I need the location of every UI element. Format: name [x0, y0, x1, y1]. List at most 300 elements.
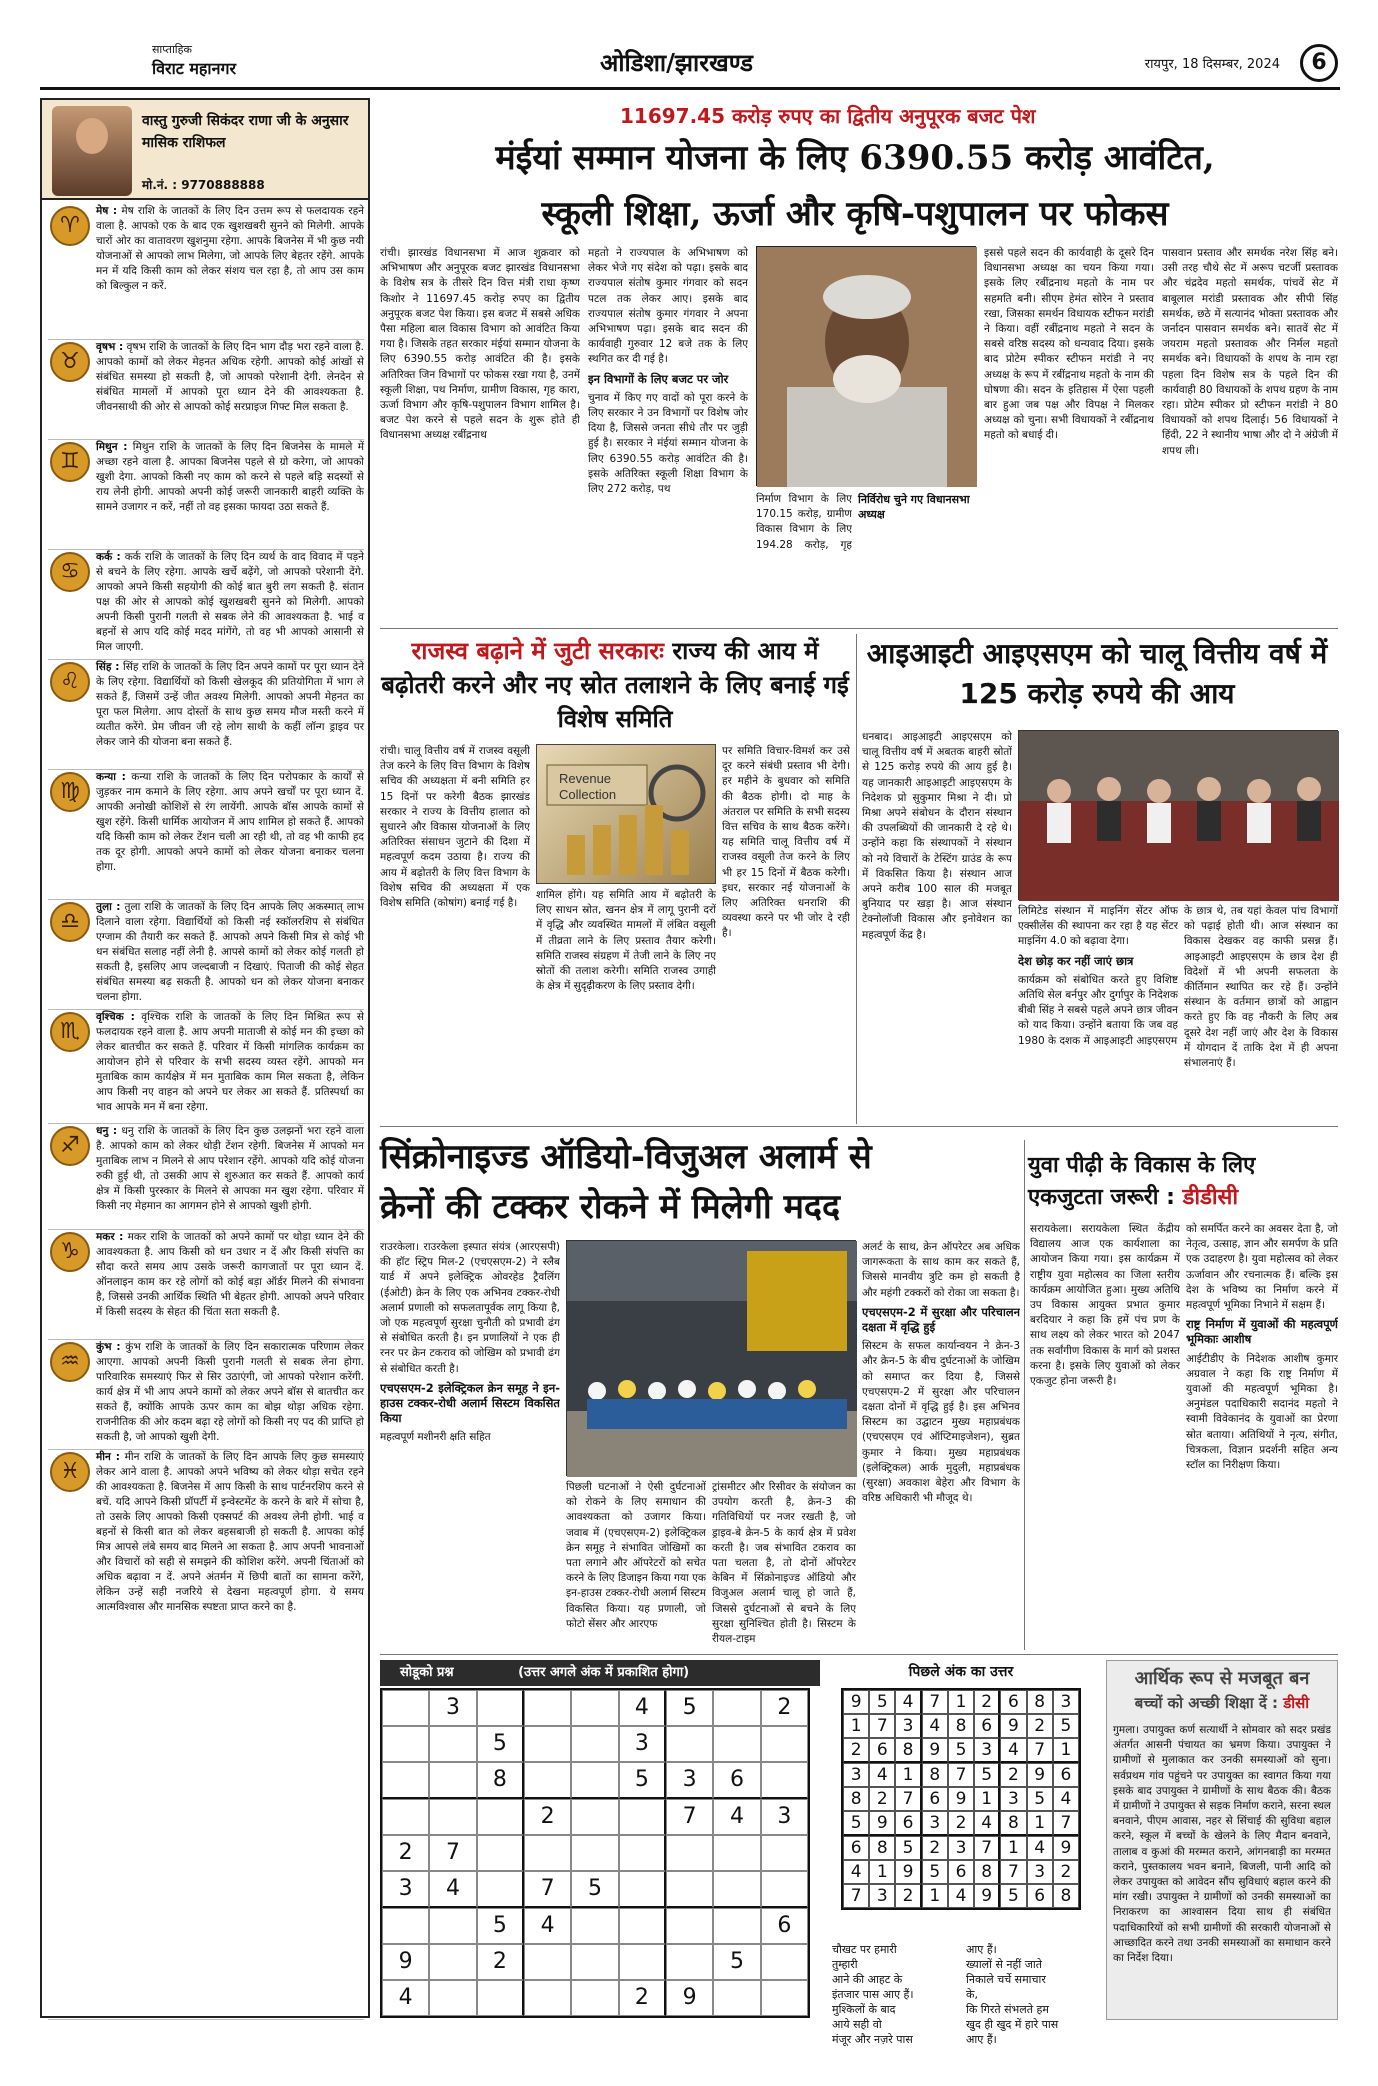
side-story [1106, 1660, 1338, 2020]
sudoku-cell: 3 [429, 1690, 476, 1726]
iit-col-2-text: लिमिटेड संस्थान में माइनिंग सेंटर ऑफ एक्सीलेंस की स्थापना कर रहा है यह सेंटर माइनिंग 4.0 को बढ़ावा देगा। [1018, 905, 1178, 948]
zodiac-icon: ♒ [50, 1342, 90, 1382]
sudoku-cell: 2 [619, 1980, 666, 2016]
zodiac-icon: ♏ [50, 1012, 90, 1052]
answer-cell: 3 [895, 1714, 921, 1738]
alarm-subhead-2: एचएसएम-2 में सुरक्षा और परिचालन दक्षता में वृद्धि हुई [862, 1304, 1020, 1335]
answer-cell: 2 [974, 1690, 1000, 1714]
sign-text: वृश्चिक राशि के जातकों के लिए दिन मिश्रित रूप से फलदायक रहने वाला है. आप अपनी माताजी से कोई मन की इच्छा को लेकर बातचीत कर सकते हैं. परिवार में किसी मांगलिक कार्यक्रम का आयोजन होने से परिवार के सभी सदस्य व्यस्त रहेंगे. आपको मन मुताबिक काम कार्यक्षेत्र में मन मुताबिक काम मिल सकता है, लेकिन आप किसी नए वाहन को अपने घर लेकर आ सकते हैं. प्रतिस्पर्धा का भाव आपके मन में बना रहेगा. [96, 1011, 365, 1113]
answer-cell: 4 [869, 1763, 895, 1787]
sudoku-cell [571, 1835, 618, 1871]
answer-cell: 7 [843, 1884, 869, 1908]
poem-line: के, [966, 1988, 978, 2001]
revenue-photo-label-2: Collection [559, 787, 617, 802]
answer-cell: 4 [948, 1884, 974, 1908]
sudoku-cell: 5 [619, 1762, 666, 1799]
answer-cell: 4 [1000, 1738, 1026, 1763]
answer-cell: 4 [974, 1811, 1000, 1836]
answer-cell: 6 [1027, 1884, 1053, 1908]
sudoku-cell [571, 1944, 618, 1980]
sudoku-cell: 3 [619, 1726, 666, 1762]
zodiac-icon: ♌ [50, 662, 90, 702]
horoscope-sign [48, 1450, 364, 2020]
lead-col-3a: निर्माण विभाग के लिए 170.15 करोड़, ग्रामीण विकास विभाग के लिए 194.28 करोड़, गृह [756, 493, 852, 551]
sudoku-cell [619, 1799, 666, 1835]
horoscope-sign [48, 770, 364, 900]
horoscope-sign [48, 1230, 364, 1340]
sudoku-cell [524, 1690, 571, 1726]
alarm-col-4-text-b: सिस्टम के सफल कार्यान्वयन ने क्रेन-3 और क्रेन-5 के बीच दुर्घटनाओं के जोखिम को समाप्त कर दिया है, जिससे एचएसएम-2 में सुरक्षा और परिचालन दक्षता दोनों में वृद्धि हुई है। इस अभिनव सिस्टम का उद्घाटन मुख्य महाप्रबंधक (एचएसएम एवं ऑप्टिमाइजेशन), सुब्रत कुमार ने किया। मुख्य महाप्रबंधक (इलेक्ट्रिकल) आर्क मुदुली, महाप्रबंधक (सुरक्षा) अवकाश बेहेरा और विभाग के वरिष्ठ अधिकारी भी मौजूद थे। [862, 1340, 1020, 1505]
sudoku-cell [619, 1835, 666, 1871]
poem-line: मंजूर और नज़रे पास [832, 2033, 913, 2046]
sudoku-cell [524, 1762, 571, 1799]
answer-cell: 9 [922, 1738, 948, 1763]
answer-cell: 1 [869, 1860, 895, 1884]
sign-text: धनु राशि के जातकों के लिए दिन कुछ उलझनों भरा रहने वाला है. आपको काम को लेकर थोड़ी टेंशन रहेगी. बिजनेस में आपको मन मुताबिक लाभ न मिलने से आप परेशान रहेंगे. आपको यदि कोई योजना रुकी हुई थी, तो उसकी आप से शुरुआत कर सकते हैं. आपको कार्य क्षेत्र में किसी पुरस्कार के मिलने से आपका मन खुश रहेगा. परिवार में किसी नए मेहमान का आगमन होने से आपको खुशी होगी. [96, 1125, 364, 1212]
answer-cell: 3 [869, 1884, 895, 1908]
horoscope-sign [48, 1010, 364, 1124]
alarm-col-4-text: अलर्ट के साथ, क्रेन ऑपरेटर अब अधिक जागरूकता के साथ काम कर सकते हैं, जिससे मानवीय त्रुटि कम हो सकती है और महंगी टक्करों को रोका जा सकता है। [862, 1241, 1020, 1299]
masthead [40, 40, 1340, 90]
sudoku-cell [571, 1799, 618, 1835]
sign-name: मीन : [96, 1451, 120, 1463]
iit-event-figure [1019, 731, 1339, 901]
answer-cell: 5 [1027, 1787, 1053, 1811]
revenue-photo [536, 744, 716, 884]
answer-cell: 9 [1027, 1763, 1053, 1787]
answer-cell: 9 [948, 1787, 974, 1811]
sudoku-cell [524, 1835, 571, 1871]
sudoku-cell [571, 1980, 618, 2016]
lead-kicker: 11697.45 करोड़ रुपए का द्वितीय अनुपूरक बजट पेश [620, 104, 1036, 128]
sudoku-cell [429, 1726, 476, 1762]
answer-cell: 5 [948, 1738, 974, 1763]
sign-text: मीन राशि के जातकों के लिए दिन आपके लिए कुछ समस्याएं लेकर आने वाला है. आपको अपने भविष्य को लेकर थोड़ा सचेत रहने की आवश्यकता है. बिजनेस में आप किसी के साथ पार्टनरशिप करने से बचें. यदि आपने किसी प्रॉपर्टी में इन्वेस्टमेंट के करने के बारे में सोचा है, तो उसके लिए आपको किसी एक्सपर्ट की अवश्य लेनी होगी. भाई व बहनों से किसी बात को लेकर बहसबाजी हो सकती है. आपका कोई मित्र आपसे लंबे समय बाद मिलने आ सकता है. आप अपनी भावनाओं और विचारों को सही से समझने की कोशिश करेंगे. अपनी चिंताओं को अधिक बढ़ावा न दें. अपने अंतर्मन में छिपी बातों का सामना करेंगे, लेकिन उन्हें सही नजरिये से देखना महत्वपूर्ण होगा. ये समय आत्मविश्वास और मानसिक स्पष्टता प्राप्त करने का है. [96, 1451, 364, 1613]
lead-col-1: रांची। झारखंड विधानसभा में आज शुक्रवार को अभिभाषण और अनुपूरक बजट झारखंड विधानसभा के विशेष सत्र के तीसरे दिन वित्त मंत्री राधा कृष्ण किशोर ने 11697.45 करोड़ रुपए का द्वितीय अनुपूरक बजट पेश किया। इस बजट में सबसे अधिक पैसा महिला बाल विकास विभाग को आवंटित किया गया है। जिसके तहत सरकार मंईयां सम्मान योजना के लिए 6390.55 करोड़ आवंटित की है। इसके अतिरिक्त जिन विभागों पर फोकस रखा गया है, उनमें स्कूली शिक्षा, पथ निर्माण, ग्रामीण विकास, गृह कारा, ऊर्जा विभाग और कृषि-पशुपालन विभाग शामिल है। बजट पेश करने से पहले सदन के शुरू होते ही विधानसभा अध्यक्ष रबींद्रनाथ [380, 247, 580, 442]
iit-col-2-text-b: कार्यक्रम को संबोधित करते हुए विशिष्ट अतिथि सेल बर्नपुर और दुर्गापुर के निदेशक बीबी सिंह ने सबसे पहले अपने छात्र जीवन को याद किया। उन्होंने बताया कि जब वह 1980 के दशक में आइआइटी आइएसएम [1018, 973, 1178, 1047]
divider [856, 634, 857, 1124]
lead-headline-line1: मंईयां सम्मान योजना के लिए 6390.55 करोड़ आवंटित, [495, 138, 1215, 178]
answer-cell: 7 [1027, 1738, 1053, 1763]
answer-cell: 3 [922, 1811, 948, 1836]
sudoku-cell [382, 1726, 429, 1762]
sudoku-answer [826, 1660, 1096, 2046]
answer-cell: 6 [1000, 1690, 1026, 1714]
horoscope-column [40, 98, 370, 2018]
answer-cell: 4 [1053, 1787, 1079, 1811]
sudoku-cell [429, 1762, 476, 1799]
answer-cell: 7 [1053, 1811, 1079, 1836]
answer-cell: 4 [1027, 1836, 1053, 1860]
answer-cell: 8 [922, 1763, 948, 1787]
sudoku-cell: 6 [713, 1762, 760, 1799]
horoscope-sign [48, 550, 364, 660]
section-title: ओडिशा/झारखण्ड [600, 48, 753, 77]
answer-cell: 5 [1053, 1714, 1079, 1738]
answer-cell: 2 [1027, 1714, 1053, 1738]
poem-right [966, 1942, 1096, 2047]
answer-cell: 6 [974, 1714, 1000, 1738]
answer-cell: 8 [1053, 1884, 1079, 1908]
sudoku-cell: 7 [666, 1799, 713, 1835]
yuva-headline [1028, 1150, 1338, 1214]
poem-line: इंतजार पास आए हैं। [832, 1988, 914, 2001]
poem-line: तुम्हारी [832, 1958, 858, 1971]
sudoku-cell [761, 1944, 808, 1980]
answer-cell: 7 [869, 1714, 895, 1738]
answer-cell: 6 [895, 1811, 921, 1836]
yuva-col-1: सरायकेला। सरायकेला स्थित केंद्रीय विद्यालय आज एक कार्यशाला का आयोजन किया गया। इस कार्यक्रम में राष्ट्रीय युवा महोत्सव का जिला स्तरीय कार्यक्रम आयोजित हुआ। मुख्य अतिथि उप विकास आयुक्त प्रभात कुमार बरदियार ने कहा कि हमें पंच प्रण के साथ लक्ष्य को लेकर भारत को 2047 तक सर्वांगीण विकास के मार्ग को प्रशस्त करना है। इसके लिए युवाओं को लेकर एकजुट होना जरूरी है। [1030, 1223, 1180, 1388]
answer-grid [841, 1688, 1081, 1910]
sudoku-cell [524, 1944, 571, 1980]
sudoku-cell [524, 1726, 571, 1762]
answer-cell: 5 [922, 1860, 948, 1884]
answer-cell: 2 [869, 1787, 895, 1811]
sudoku-cell [429, 1980, 476, 2016]
alarm-headline-line2: क्रेनों की टक्कर रोकने में मिलेगी मदद [380, 1187, 841, 1227]
sudoku-cell: 5 [477, 1908, 524, 1944]
sudoku-cell [713, 1726, 760, 1762]
sudoku-grid [380, 1688, 810, 2018]
sign-name: मेष : [96, 205, 118, 217]
poem-line: आए हैं। [966, 1943, 997, 1956]
sudoku-cell [382, 1690, 429, 1726]
sudoku-cell: 4 [619, 1690, 666, 1726]
answer-cell: 9 [869, 1811, 895, 1836]
answer-cell: 7 [1000, 1860, 1026, 1884]
sudoku-cell [761, 1726, 808, 1762]
sudoku-cell [429, 1908, 476, 1944]
zodiac-icon: ♍ [50, 772, 90, 812]
sign-name: कन्या : [96, 771, 126, 783]
coins-figure [537, 745, 717, 885]
alarm-col-1-text-b: महत्वपूर्ण मशीनरी क्षति सहित [380, 1431, 491, 1444]
sign-name: मिथुन : [96, 441, 128, 453]
sudoku-cell [761, 1871, 808, 1908]
answer-cell: 4 [843, 1860, 869, 1884]
answer-cell: 3 [1053, 1690, 1079, 1714]
answer-cell: 1 [843, 1714, 869, 1738]
answer-cell: 3 [1000, 1787, 1026, 1811]
zodiac-icon: ♊ [50, 442, 90, 482]
answer-cell: 2 [1000, 1763, 1026, 1787]
sudoku-cell [477, 1799, 524, 1835]
answer-cell: 6 [869, 1738, 895, 1763]
side-text: गुमला। उपायुक्त कर्ण सत्यार्थी ने सोमवार को सदर प्रखंड अंतर्गत आसनी पंचायत का भ्रमण किया। उपायुक्त ने ग्रामीणों से मुलाकात कर उनकी समस्याओं को सुना। सर्वप्रथम गांव पहुंचने पर उपायुक्त का स्वागत किया गया इसके बाद उपायुक्त ने ग्रामीणों के साथ बैठक की। बैठक में ग्रामीणों ने उपायुक्त से सड़क निर्माण कराने, सरना स्थल बनवाने, पीएम आवास, नहर से सिंचाई की सुविधा बहाल करने, स्कूल में बच्चों के खेलने के लिए मैदान बनवाने, तालाब व कुआं की मरम्मत कराने, आंगनबाड़ी का मरम्मत कराने, पुस्तकालय भवन बनाने, बिजली, पानी आदि को लेकर उपायुक्त को आवेदन सौंप सुविधाएं बहाल करने की मांग रखी। उपायुक्त ने ग्रामीणों को उनकी समस्याओं का निराकरण का आश्वासन दिया साथ ही संबंधित पदाधिकारियों को सभी ग्रामीणों की सरकारी योजनाओं से आच्छादित करने तथा उनकी समस्याओं का समाधान करने का निर्देश दिया। [1113, 1724, 1331, 1965]
sudoku-cell [477, 1690, 524, 1726]
sudoku-cell: 5 [477, 1726, 524, 1762]
alarm-col-3: ट्रांसमीटर और रिसीवर के संयोजन का उपयोग करती है, क्रेन-3 की गतिविधियों पर नजर रखती है, जो ड्राइव-बे क्रेन-5 के कार्य क्षेत्र में प्रवेश करती है। जब संभावित टकराव का पता चलता है, तो दोनों ऑपरेटर केबिन में सिंक्रोनाइज्ड ऑडियो और विजुअल अलार्म चालू हो जाते हैं, जिससे दुर्घटनाओं से बचने के लिए सुरक्षा सुनिश्चित होती है। सिस्टम के रीयल-टाइम [712, 1481, 856, 1646]
lead-col-4: इससे पहले सदन की कार्यवाही के दूसरे दिन विधानसभा अध्यक्ष का चयन किया गया। इसके लिए रबींद्रनाथ महतो के नाम पर सहमति बनी। सीएम हेमंत सोरेन ने प्रस्ताव रखा, जिसका समर्थन विधायक स्टीफन मरांडी ने किया। वहीं रबींद्रनाथ महतो ने सदन के सबसे वरिष्ठ सदस्य को धन्यवाद दिया। इसके बाद प्रोटेम स्पीकर स्टीफन मरांडी ने नए अध्यक्ष के रूप में रबींद्रनाथ महतो के नाम की घोषणा की। सदन के इतिहास में ऐसा पहली बार हुआ जब पक्ष और विपक्ष ने मिलकर अध्यक्ष को चुना। सभी विधायकों ने रबींद्रनाथ महतो को बधाई दी। [984, 247, 1154, 442]
sign-text: मेष राशि के जातकों के लिए दिन उत्तम रूप से फलदायक रहने वाला है. आपको एक के बाद एक खुशखबरी सुनने को मिलेगी. आपके चारों ओर का वातावरण खुशनुमा रहेगा. आपके बिजनेस में भी कुछ नयी योजनाओं से आपको लाभ मिलेगा, जो आपके लिए बेहतर रहेंगे. आपके मन में यदि किसी काम को लेकर संशय चल रहा है, तो आप उस काम को बिल्कुल न करें. [96, 205, 365, 292]
answer-cell: 1 [895, 1763, 921, 1787]
alarm-col-1-text: राउरकेला। राउरकेला इस्पात संयंत्र (आरएसपी) की हॉट स्ट्रिप मिल-2 (एचएसएम-2) ने स्लैब यार्ड में अपने इलेक्ट्रिक ओवरहेड ट्रैवलिंग (ईओटी) क्रेन के लिए एक अभिनव टक्कर-रोधी अलार्म प्रणाली को सफलतापूर्वक लागू किया है, जो एक महत्वपूर्ण सुरक्षा चुनौती को प्रभावी ढंग से संबोधित करती है। इन प्रणालियों ने एक ही रनर पर क्रेन टकराव को जोखिम को प्रभावी ढंग से संबोधित करती है। [380, 1241, 560, 1375]
poem-line: मुश्किलों के बाद [832, 2003, 896, 2016]
lead-col-5: पासवान प्रस्ताव और समर्थक नरेश सिंह बने। उसी तरह चौथे सेट में अरूप चटर्जी प्रस्तावक और चंद्रदेव महतो समर्थक, पांचवें सेट में बाबूलाल मरांडी प्रस्तावक और सीपी सिंह समर्थक, छठे में सत्यानंद भोक्ता प्रस्तावक और जर्नादन पासवान समर्थक बने। सातवें सेट में जयराम महतो प्रस्तावक और निर्मल महतो समर्थक बने। विधायकों के शपथ के नाम रहा पहला दिन विशेष सत्र के पहले दिन की कार्यवाही 80 विधायकों के शपथ ग्रहण के नाम रहा। प्रोटेम स्पीकर प्रो स्टीफन मरांडी ने 80 विधायकों को शपथ दिलाई। 56 विधायकों ने हिंदी, 22 ने स्थानीय भाषा और दो ने अंग्रेजी में शपथ ली। [1162, 247, 1338, 457]
answer-cell: 3 [1027, 1860, 1053, 1884]
sign-text: कुंभ राशि के जातकों के लिए दिन सकारात्मक परिणाम लेकर आएगा. आपको अपनी किसी पुरानी गलती से सबक लेना होगा. पारिवारिक समस्याएं फिर से सिर उठाएंगी, जो आपको परेशान करेंगी. कार्य क्षेत्र में भी आप अपने कामों को लेकर अपने बॉस से बातचीत कर सकते हैं, क्योंकि आपके ऊपर काम का बोझ थोड़ा अधिक रहेगा. राजनीतिक की ओर कदम बढ़ा रहे लोगों को किसी नए पद की प्राप्ति हो सकती है, जो आपको खुशी देगी. [96, 1341, 364, 1443]
sudoku-puzzle [380, 1660, 820, 2020]
revenue-headline [380, 634, 850, 736]
sudoku-cell: 3 [761, 1799, 808, 1835]
answer-cell: 9 [1053, 1836, 1079, 1860]
sudoku-cell: 4 [429, 1871, 476, 1908]
sudoku-cell [571, 1726, 618, 1762]
yuva-headline-black: एकजुटता जरूरी : [1028, 1185, 1175, 1210]
horoscope-sign [48, 340, 364, 440]
sudoku-cell [666, 1944, 713, 1980]
sign-text: मिथुन राशि के जातकों के लिए दिन बिजनेस के मामले में अच्छा रहने वाला है. आपका बिजनेस पहले से ग्रो करेगा, जो आपको खुशी देगा. आपको किसी नए काम को करने से पहले बड़ि सदस्यों से राय लेनी होगी. आपको अपनी कोई जरूरी जानकारी बाहरी व्यक्ति के सामने उजागर न करें, नहीं तो वह इसका फायदा उठा सकते हैं. [96, 441, 364, 513]
sudoku-cell: 6 [761, 1908, 808, 1944]
divider [380, 1126, 1338, 1127]
horoscope-sign [48, 1340, 364, 1450]
answer-cell: 7 [922, 1690, 948, 1714]
horoscope-mobile: मो.नं. : 9770888888 [142, 178, 265, 192]
speaker-photo [756, 246, 976, 486]
answer-cell: 8 [974, 1860, 1000, 1884]
yuva-col-2-text-b: आईटीडीए के निदेशक आशीष कुमार अग्रवाल ने कहा कि राष्ट्र निर्माण में युवाओं की महत्वपूर्ण भूमिका है। अनुमंडल पदाधिकारी सदानंद महतो ने स्वामी विवेकानंद के युवाओं का प्रेरणा स्रोत बताया। अतिथियों ने नृत्य, संगीत, चित्रकला, विज्ञान प्रदर्शनी सहित अन्य स्टॉल का निरीक्षण किया। [1186, 1352, 1338, 1472]
sudoku-cell: 2 [524, 1799, 571, 1835]
sudoku-cell [666, 1835, 713, 1871]
sudoku-cell: 9 [382, 1944, 429, 1980]
divider [380, 1654, 1338, 1655]
horoscope-sign [48, 440, 364, 550]
side-headline-line1: आर्थिक रूप से मजबूत बन [1134, 1668, 1310, 1689]
zodiac-icon: ♓ [50, 1452, 90, 1492]
speaker-photo-caption: निर्विरोध चुने गए विधानसभा अध्यक्ष [858, 493, 970, 521]
brand [152, 42, 236, 79]
alarm-subhead-1: एचएसएम-2 इलेक्ट्रिकल क्रेन समूह ने इन-हाउस टक्कर-रोधी अलार्म सिस्टम विकसित किया [380, 1380, 560, 1426]
poem-line: आने की आहट के [832, 1973, 903, 1986]
lead-headline-line2: स्कूली शिक्षा, ऊर्जा और कृषि-पशुपालन पर फोकस [541, 194, 1169, 234]
answer-cell: 3 [843, 1763, 869, 1787]
alarm-col-4 [862, 1240, 1020, 1650]
yuva-col-2 [1186, 1222, 1338, 1650]
divider [1024, 1140, 1025, 1650]
sign-text: कन्या राशि के जातकों के लिए दिन परोपकार के कार्यों से जुड़कर नाम कमाने के लिए रहेगा. आप अपने खर्चों पर पूरा ध्यान दें. आपकी अनोखी कोशिशें से रंग लायेंगी. आपके बॉस आपके कामों से खुश रहेंगे. किसी धार्मिक आयोजन में आप शामिल हो सकते हैं. आपको यदि किसी काम को लेकर टेंशन चली आ रही थी, तो वह भी काफी हद तक दूर होगी. आपको अपने कामों को लेकर योजना बनाकर चलना होगा. [96, 771, 365, 873]
brand-small: साप्ताहिक [152, 43, 192, 56]
horoscope-title: वास्तु गुरुजी सिकंदर राणा जी के अनुसार मासिक राशिफल [142, 113, 349, 151]
answer-cell: 4 [922, 1714, 948, 1738]
poem-line: आए हैं। [966, 2033, 997, 2046]
poem-line: निकाले चर्चे समाचार [966, 1973, 1046, 1986]
answer-cell: 2 [948, 1811, 974, 1836]
answer-cell: 6 [1053, 1763, 1079, 1787]
sign-text: वृषभ राशि के जातकों के लिए दिन भाग दौड़ भरा रहने वाला है. आपको कामों को लेकर मेहनत अधिक रहेगी. आपको कोई आंखों से संबंधित समस्या हो सकती है, जो आपको परेशानी देगी. लेनदेन से संबंधित मामलों में आपको पूरा ध्यान देने की आवश्यकता है. जीवनसाथी की ओर से आपको कोई सरप्राइज गिफ्ट मिल सकता है. [96, 341, 364, 413]
yuva-subhead: राष्ट्र निर्माण में युवाओं की महत्वपूर्ण भूमिकाः आशीष [1186, 1317, 1338, 1347]
answer-cell: 8 [1027, 1690, 1053, 1714]
sudoku-cell [382, 1908, 429, 1944]
answer-cell: 2 [922, 1836, 948, 1860]
sign-name: कुंभ : [96, 1341, 121, 1353]
poem-line: आये सही वो [832, 2018, 882, 2031]
answer-cell: 1 [1000, 1836, 1026, 1860]
sudoku-cell [761, 1980, 808, 2016]
answer-cell: 2 [843, 1738, 869, 1763]
sudoku-cell: 4 [524, 1908, 571, 1944]
poem-line: कि गिरते संभलते हम [966, 2003, 1049, 2016]
sign-name: धनु : [96, 1125, 118, 1137]
revenue-col-2: शामिल होंगे। यह समिति आय में बढ़ोतरी के लिए साधन स्रोत, खनन क्षेत्र में लागू पुरानी दरों में वृद्धि और व्यवस्थित मामलों में लंबित वसूली में तीव्रता लाने के लिए प्रस्ताव तैयार करेगी। समिति राजस्व संग्रहण में तेजी लाने के लिए नए स्रोतों की तलाश करेगी। समिति राजस्व उगाही के क्षेत्र में सुदृढ़ीकरण के लिए प्रस्ताव देगी। [536, 889, 716, 993]
sudoku-header [380, 1660, 820, 1686]
answer-title: पिछले अंक का उत्तर [908, 1664, 1014, 1680]
sudoku-cell [571, 1908, 618, 1944]
horoscope-sign [48, 660, 364, 770]
poem-left [832, 1942, 962, 2047]
answer-cell: 1 [1027, 1811, 1053, 1836]
answer-cell: 1 [1053, 1738, 1079, 1763]
yuva-headline-line1: युवा पीढ़ी के विकास के लिए [1028, 1153, 1256, 1178]
answer-cell: 8 [895, 1738, 921, 1763]
sign-text: कर्क राशि के जातकों के लिए दिन व्यर्थ के वाद विवाद में पड़ने से बचने के लिए रहेगा. आपके खर्चे बढ़ेंगे, जो आपको परेशानी देंगे. आपको अपने किसी सहयोगी की कोई बात बुरी लग सकती है. संतान पक्ष की ओर से आपको कोई खुशखबरी सुनने को मिलेगी. आपको अपनी किसी पुरानी गलती से सबक लेने की आवश्यकता है. भाई व बहनों से आप यदि कोई मदद मांगेंगे, तो वह भी आपको आसानी से मिल जाएगी. [96, 551, 364, 653]
sudoku-cell [477, 1980, 524, 2016]
iit-col-1: धनबाद। आइआइटी आइएसएम को चालू वित्तीय वर्ष में अबतक बाहरी स्रोतों से 125 करोड़ रुपये की आय हुई है। यह जानकारी आइआइटी आइएसएम के निदेशक प्रो सुकुमार मिश्रा ने दी। प्रो मिश्रा अपने संबोधन के दौरान संस्थान की उपलब्धियों की जानकारी दे रहे थे। उन्होंने कहा कि संस्थापकों ने संस्थान को नये विचारों के टेस्टिंग ग्राउंड के रूप में विकसित किया है। संस्थान आज अपने करीब 100 साल की मजबूत बुनियाद पर खड़ा है। आज संस्थान टेक्नोलॉजी विकास और इनोवेशन का महत्वपूर्ण केंद्र है। [862, 731, 1012, 941]
lead-col-2-text: महतो ने राज्यपाल के अभिभाषण को लेकर भेजे गए संदेश को पढ़ा। इसके बाद राज्यपाल संतोष कुमार गंगवार को सदन पटल तक लेकर आए। इसके बाद राज्यपाल संतोष कुमार गंगवार ने अपना अभिभाषण पढ़ा। इसके बाद सदन की कार्यवाही गुरुवार 12 बजे तक के लिए स्थगित कर दी गई है। [588, 247, 748, 366]
alarm-col-2: पिछली घटनाओं ने ऐसी दुर्घटनाओं को रोकने के लिए समाधान की आवश्यकता को उजागर किया। जवाब में (एचएसएम-2) इलेक्ट्रिकल क्रेन समूह ने संभावित जोखिमों का पता लगाने और ऑपरेटरों को सचेत करने के लिए डिजाइन किया गया एक इन-हाउस टक्कर-रोधी अलार्म सिस्टम विकसित किया। यह प्रणाली, जो फोटो सेंसर और आरएफ [566, 1481, 706, 1630]
sign-text: मकर राशि के जातकों को अपने कामों पर थोड़ा ध्यान देने की आवश्यकता है. आप किसी को धन उधार न दें और किसी संपत्ति का सौदा करते समय आप उसके जरूरी कागजातों पर पूरा ध्यान दें. ऑनलाइन काम कर रहे लोगों को कोई बड़ा ऑर्डर मिलने की संभावना है, जिससे उनकी आर्थिक स्थिति भी बेहतर होगी. आपको अपने परिवार में किसी सदस्य के सेहत की चिंता सता सकती है. [96, 1231, 364, 1318]
revenue-col-1: रांची। चालू वित्तीय वर्ष में राजस्व वसूली तेज करने के लिए वित्त विभाग के विशेष सचिव की अध्यक्षता में बनी समिति हर 15 दिनों पर करेगी बैठक झारखंड सरकार ने राज्य के वित्तीय हालात को सुधारने और विकास योजनाओं के लिए अतिरिक्त संसाधन जुटाने की दिशा में महत्वपूर्ण कदम उठाया है। राज्य की आय में बढ़ोतरी के लिए वित्त विभाग के विशेष सचिव की अध्यक्षता में एक विशेष समिति (कोषांग) बनाई गई है। [380, 745, 530, 910]
iit-col-2 [1018, 904, 1178, 1124]
answer-cell: 4 [895, 1690, 921, 1714]
sudoku-cell [666, 1871, 713, 1908]
alarm-photo [566, 1240, 856, 1476]
poem-line: ख्यालों से नहीं जाते [966, 1958, 1042, 1971]
sudoku-cell: 5 [571, 1871, 618, 1908]
answer-cell: 3 [948, 1836, 974, 1860]
sudoku-cell [571, 1690, 618, 1726]
sudoku-cell [524, 1980, 571, 2016]
sudoku-cell: 7 [524, 1871, 571, 1908]
side-headline-red: डीसी [1283, 1694, 1310, 1712]
answer-cell: 7 [948, 1763, 974, 1787]
sign-text: तुला राशि के जातकों के लिए दिन आपके लिए अकस्मात् लाभ दिलाने वाला रहेगा. विद्यार्थियों को किसी नई स्कॉलरशिप से संबंधित एग्जाम की तैयारी कर सकते हैं. आपको अपने किसी मित्र से कोई भी धन संबंधित सलाह नहीं लेनी है. आपसे कामों को लेकर कोई गलती हो सकती है, इसलिए आप जल्दबाजी न दिखाएं. पिताजी की कोई सेहत संबंधित समस्या बढ़ सकती है. आपको धन को लेकर योजना बनाकर चलना होगा. [96, 901, 365, 1003]
yuva-headline-red: डीडीसी [1182, 1185, 1239, 1210]
horoscope-header [42, 100, 368, 200]
answer-cell: 2 [1053, 1860, 1079, 1884]
answer-cell: 6 [843, 1836, 869, 1860]
sign-name: तुला : [96, 901, 121, 913]
sudoku-cell: 5 [713, 1944, 760, 1980]
zodiac-icon: ♑ [50, 1232, 90, 1272]
sign-name: मकर : [96, 1231, 124, 1243]
sudoku-title: सोडूको प्रश्न [400, 1665, 454, 1680]
answer-cell: 7 [895, 1787, 921, 1811]
sudoku-cell [666, 1726, 713, 1762]
answer-cell: 7 [974, 1836, 1000, 1860]
answer-cell: 5 [843, 1811, 869, 1836]
iit-col-3: के छात्र थे, तब यहां केवल पांच विभागों को पढ़ाई होती थी। आज संस्थान का विकास देखकर वह काफी प्रसन्न हैं। आइआइटी आइएसएम के छात्र देश ही विदेशों में भी अपनी सफलता के कीर्तिमान स्थापित कर रहे हैं। उन्होंने संस्थान के वर्तमान छात्रों को आह्वान करते हुए कि वह नौकरी के लिए अब दूसरे देश नहीं जाएं और देश के विकास में योगदान दें ताकि देश में ही अपना संभालनाएं हैं। [1184, 905, 1338, 1070]
sign-name: सिंह : [96, 661, 120, 673]
page-number: 6 [1300, 44, 1338, 82]
poem-line: खुद ही खुद में हारे पास [966, 2018, 1059, 2031]
sudoku-cell [477, 1871, 524, 1908]
sudoku-cell [713, 1835, 760, 1871]
lead-headline [380, 130, 1330, 242]
answer-cell: 9 [843, 1690, 869, 1714]
side-headline [1107, 1661, 1337, 1717]
astrologer-photo [52, 106, 132, 196]
revenue-headline-rest: राज्य की आय में बढ़ोतरी करने और नए स्रोत तलाशने के लिए बनाई गई विशेष समिति [381, 636, 849, 733]
answer-cell: 5 [869, 1690, 895, 1714]
answer-cell: 6 [922, 1787, 948, 1811]
answer-cell: 3 [974, 1738, 1000, 1763]
sudoku-cell [477, 1835, 524, 1871]
issue-date: रायपुर, 18 दिसम्बर, 2024 [1144, 57, 1280, 72]
zodiac-icon: ♐ [50, 1126, 90, 1166]
sign-text: सिंह राशि के जातकों के लिए दिन अपने कामों पर पूरा ध्यान देने के लिए रहेगा. विद्यार्थियों को किसी खेलकूद की प्रतियोगिता में भाग ले सकते हैं, जिसमें उन्हें जीत अवश्य मिलेगी. आपको अपनी मेहनत का पूरा फल मिलेगा. आप दोस्तों के साथ कुछ समय मौज मस्ती करने में व्यतीत करेंगे. प्रेम जीवन जी रहे लोग साथी के कहीं लॉन्ग ड्राइव पर लेकर जाने की योजना बना सकते हैं. [96, 661, 364, 748]
sudoku-cell [713, 1690, 760, 1726]
brand-name: विराट महानगर [152, 59, 237, 78]
lead-col-2 [588, 246, 748, 626]
answer-cell: 9 [895, 1860, 921, 1884]
sudoku-cell: 4 [713, 1799, 760, 1835]
sign-name: वृषभ : [96, 341, 124, 353]
iit-headline: आइआइटी आइएसएम को चालू वित्तीय वर्ष में 125 करोड़ रुपये की आय [866, 637, 1328, 710]
sudoku-cell [382, 1799, 429, 1835]
sudoku-cell [619, 1871, 666, 1908]
steel-plant-figure [567, 1241, 857, 1477]
sudoku-cell: 3 [666, 1762, 713, 1799]
yuva-col-2-text: को समर्पित करने का अवसर देता है, जो नेतृत्व, उत्साह, ज्ञान और समर्पण के प्रति एक उदाहरण है। युवा महोत्सव को लेकर ऊर्जावान और रचनात्मक हैं। बल्कि इस देश के भविष्य का निर्माण करने में महत्वपूर्ण भूमिका निभाने में सक्षम हैं। [1186, 1223, 1338, 1312]
answer-cell: 5 [974, 1763, 1000, 1787]
sudoku-cell: 3 [382, 1871, 429, 1908]
sudoku-cell [713, 1908, 760, 1944]
zodiac-icon: ♉ [50, 342, 90, 382]
sudoku-cell [571, 1762, 618, 1799]
sudoku-cell [761, 1762, 808, 1799]
sudoku-cell [619, 1944, 666, 1980]
answer-cell: 8 [869, 1836, 895, 1860]
answer-cell: 2 [895, 1884, 921, 1908]
revenue-headline-red: राजस्व बढ़ाने में जुटी सरकारः [411, 636, 664, 665]
speaker-figure [757, 247, 977, 487]
sign-name: कर्क : [96, 551, 121, 563]
sudoku-cell [382, 1762, 429, 1799]
answer-cell: 1 [948, 1690, 974, 1714]
answer-cell: 9 [1000, 1714, 1026, 1738]
lead-col-2-text-b: चुनाव में किए गए वादों को पूरा करने के लिए सरकार ने उन विभागों पर विशेष जोर दिया है, जिससे जनता सीधे तौर पर जुड़ी हुई है। सरकार ने मंईयां सम्मान योजना के लिए 6390.55 करोड़ आवंटित की है। इसके अतिरिक्त स्कूली शिक्षा विभाग के लिए 272 करोड़, पथ [588, 391, 748, 496]
sudoku-cell [429, 1799, 476, 1835]
alarm-col-1 [380, 1240, 560, 1650]
answer-cell: 8 [948, 1714, 974, 1738]
iit-subhead: देश छोड़ कर नहीं जाएं छात्र [1018, 953, 1134, 968]
sudoku-cell: 7 [429, 1835, 476, 1871]
sudoku-cell: 5 [666, 1690, 713, 1726]
horoscope-sign [48, 900, 364, 1010]
sudoku-cell: 2 [382, 1835, 429, 1871]
sudoku-cell: 9 [666, 1980, 713, 2016]
zodiac-icon: ♋ [50, 552, 90, 592]
horoscope-sign [48, 1124, 364, 1230]
sign-name: वृश्चिक : [96, 1011, 135, 1023]
sudoku-cell: 2 [477, 1944, 524, 1980]
divider [380, 628, 1338, 629]
answer-cell: 9 [974, 1884, 1000, 1908]
revenue-photo-label-1: Revenue [559, 771, 612, 786]
answer-cell: 8 [1000, 1811, 1026, 1836]
answer-cell: 1 [922, 1884, 948, 1908]
sudoku-cell [713, 1980, 760, 2016]
sudoku-cell [713, 1871, 760, 1908]
answer-cell: 1 [974, 1787, 1000, 1811]
sudoku-note: (उत्तर अगले अंक में प्रकाशित होगा) [518, 1665, 690, 1680]
alarm-headline-line1: सिंक्रोनाइज्ड ऑडियो-विजुअल अलार्म से [380, 1137, 872, 1177]
sudoku-cell [429, 1944, 476, 1980]
sudoku-cell [619, 1908, 666, 1944]
sudoku-cell [666, 1908, 713, 1944]
sudoku-cell: 2 [761, 1690, 808, 1726]
poem-line: चौखट पर हमारी [832, 1943, 897, 1956]
